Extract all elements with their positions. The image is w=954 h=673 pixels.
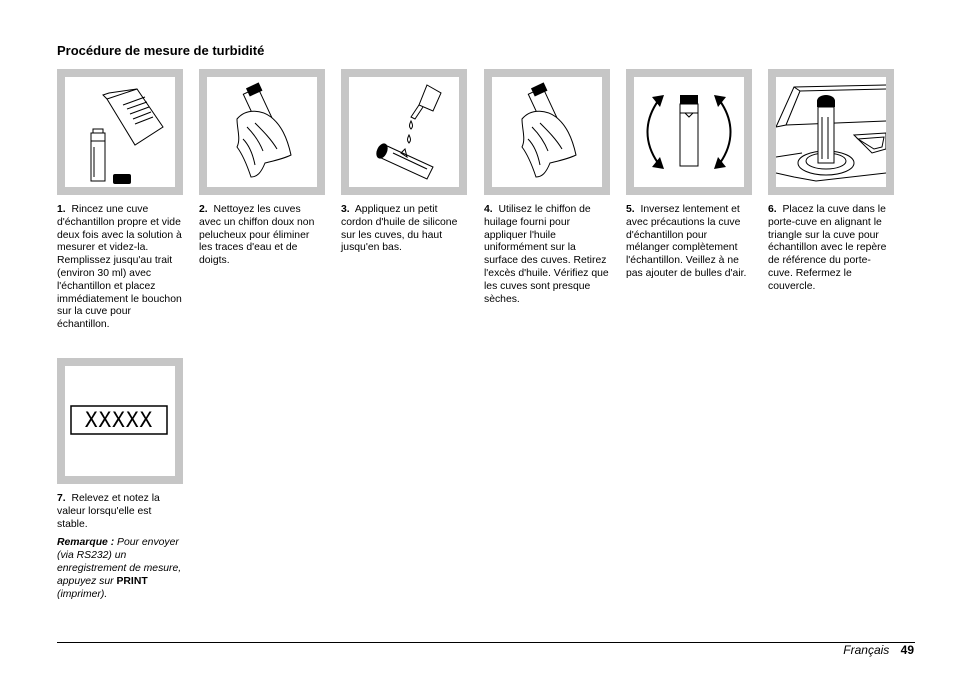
footer-language: Français	[843, 643, 890, 657]
step-3	[341, 69, 467, 255]
step-1-text: 1. Rincez une cuve d'échantillon propre et vide deux fois avec la solution à mesurer et videz-la. Remplissez jusqu'au trait (environ 30 ml) avec l'échantillon et placez immédiatement le bouchon sur la cuve pour échantillon.	[57, 204, 182, 331]
insert-cell-instrument-icon	[776, 77, 886, 187]
step-4-text: 4. Utilisez le chiffon de huilage fourni pour appliquer l'huile uniformément sur la surface des cuves. Retirez l'excès d'huile. Vérifiez que les cuves sont presque sèches.	[484, 204, 609, 305]
oil-bottle-dropper-icon	[349, 77, 459, 187]
step-2-illustration-frame	[199, 69, 325, 195]
footer-divider	[57, 642, 915, 643]
cloth-wiping-cell-icon	[207, 77, 317, 187]
page-footer	[843, 643, 914, 657]
invert-cell-icon	[634, 77, 744, 187]
display-readout-icon	[65, 366, 175, 476]
step-1-illustration-frame	[57, 69, 183, 195]
step-2-text: 2. Nettoyez les cuves avec un chiffon doux non pelucheux pour éliminer les traces d'eau et de doigts.	[199, 204, 315, 267]
step-2	[199, 69, 325, 268]
step-6-text: 6. Placez la cuve dans le porte-cuve en alignant le triangle sur la cuve pour échantillon avec le repère de référence du porte-cuve. Refermez le couvercle.	[768, 204, 887, 292]
oiling-cloth-cell-icon	[492, 77, 602, 187]
page-title: Procédure de mesure de turbidité	[57, 43, 265, 58]
step-3-illustration-frame	[341, 69, 467, 195]
step-7	[57, 358, 183, 601]
step-7-illustration-frame	[57, 358, 183, 484]
step-7-text: 7. Relevez et notez la valeur lorsqu'elle est stable.	[57, 493, 160, 530]
step-4-illustration-frame	[484, 69, 610, 195]
step-1	[57, 69, 183, 332]
step-6-illustration-frame	[768, 69, 894, 195]
note: Remarque : Pour envoyer (via RS232) un enregistrement de mesure, appuyez sur PRINT (imprimer).	[57, 537, 182, 600]
step-6	[768, 69, 894, 294]
page-number: 49	[900, 643, 914, 657]
display-value: XXXXX	[84, 408, 154, 432]
step-5	[626, 69, 752, 281]
rinse-sample-cell-icon	[65, 77, 175, 187]
step-5-text: 5. Inversez lentement et avec précautions la cuve d'échantillon pour mélanger complètement l'échantillon. Veillez à ne pas ajouter de bulles d'air.	[626, 204, 747, 279]
step-4	[484, 69, 610, 306]
step-3-text: 3. Appliquez un petit cordon d'huile de silicone sur les cuves, du haut jusqu'en bas.	[341, 204, 458, 254]
step-5-illustration-frame	[626, 69, 752, 195]
